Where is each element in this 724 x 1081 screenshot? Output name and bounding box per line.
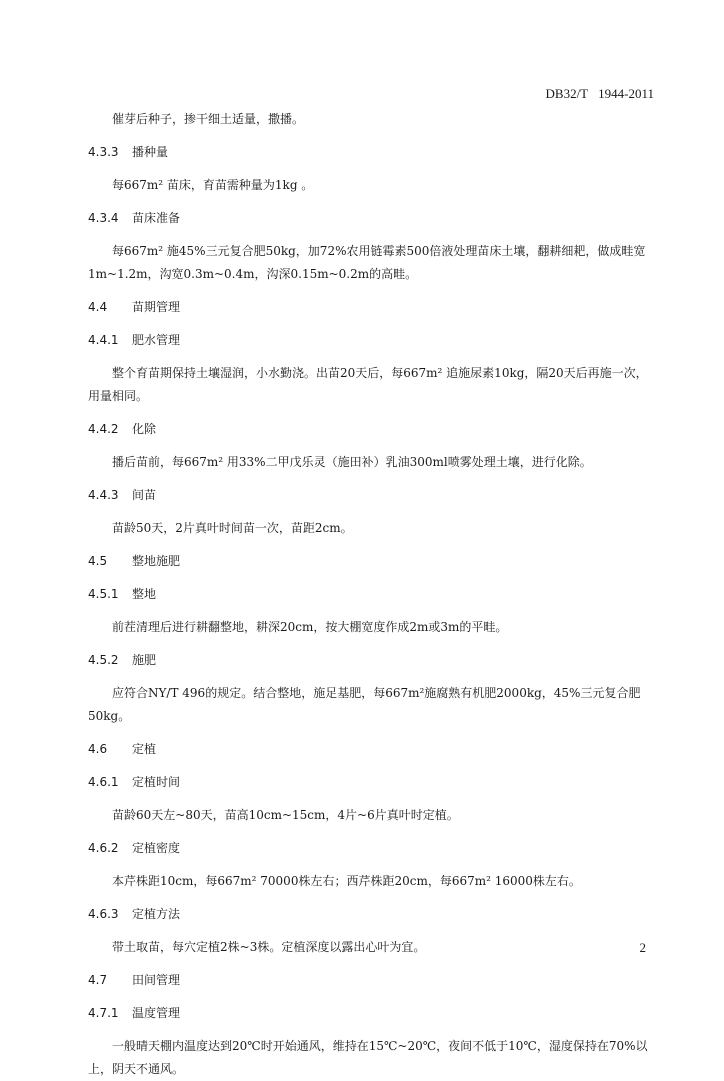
section-number: 4.7 xyxy=(88,973,108,987)
section-title: 整地施肥 xyxy=(132,554,181,568)
section-number: 4.6.2 xyxy=(88,841,119,855)
body-paragraph: 苗龄50天，2片真叶时间苗一次，苗距2cm。 xyxy=(112,521,353,535)
section-heading xyxy=(88,418,656,441)
section-number: 4.4.3 xyxy=(88,488,119,502)
section-title: 苗期管理 xyxy=(132,300,181,314)
section-number: 4.3.3 xyxy=(88,145,119,159)
section-number: 4.4 xyxy=(88,300,108,314)
page-number: 2 xyxy=(639,940,646,955)
section-number: 4.5.1 xyxy=(88,587,119,601)
section-title: 苗床准备 xyxy=(132,211,181,225)
section-title: 肥水管理 xyxy=(132,333,181,347)
body-paragraph: 苗龄60天左~80天，苗高10cm~15cm，4片~6片真叶时定植。 xyxy=(112,808,459,822)
section-heading xyxy=(88,141,656,164)
section-title: 间苗 xyxy=(132,488,157,502)
section-heading xyxy=(88,649,656,672)
body-paragraph: 一般晴天棚内温度达到20℃时开始通风，维持在15℃~20℃，夜间不低于10℃，湿度保持在70%以上，阴天不通风。 xyxy=(88,1039,648,1076)
standard-code: DB32/T xyxy=(545,86,589,101)
section-title: 定植密度 xyxy=(132,841,181,855)
section-heading xyxy=(88,550,656,573)
standard-number: 1944-2011 xyxy=(598,86,654,101)
section-title: 整地 xyxy=(132,587,157,601)
section-title: 定植 xyxy=(132,742,157,756)
section-title: 施肥 xyxy=(132,653,157,667)
section-number: 4.6 xyxy=(88,742,108,756)
page-header xyxy=(546,86,654,102)
section-heading xyxy=(88,1002,656,1025)
section-heading xyxy=(88,771,656,794)
section-title: 播种量 xyxy=(132,145,169,159)
section-number: 4.5 xyxy=(88,554,108,568)
body-paragraph: 本芹株距10cm，每667m² 70000株左右；西芹株距20cm，每667m² 16000株左右。 xyxy=(112,874,581,888)
section-heading xyxy=(88,207,656,230)
section-heading xyxy=(88,583,656,606)
section-title: 定植方法 xyxy=(132,907,181,921)
section-title: 定植时间 xyxy=(132,775,181,789)
section-heading xyxy=(88,329,656,352)
body-paragraph: 应符合NY/T 496的规定。结合整地，施足基肥，每667m²施腐熟有机肥2000kg，45%三元复合肥50kg。 xyxy=(88,686,641,723)
section-title: 温度管理 xyxy=(132,1006,181,1020)
body-paragraph: 整个育苗期保持土壤湿润，小水勤浇。出苗20天后，每667m² 追施尿素10kg，隔20天后再施一次，用量相同。 xyxy=(88,366,648,403)
section-number: 4.6.3 xyxy=(88,907,119,921)
section-title: 田间管理 xyxy=(132,973,181,987)
section-heading xyxy=(88,296,656,319)
section-heading xyxy=(88,837,656,860)
document-body xyxy=(88,108,656,1081)
body-paragraph: 前茬清理后进行耕翻整地，耕深20cm，按大棚宽度作成2m或3m的平畦。 xyxy=(112,620,508,634)
body-paragraph: 每667m² 施45%三元复合肥50kg，加72%农用链霉素500倍液处理苗床土壤，翻耕细耙，做成畦宽1m~1.2m，沟宽0.3m~0.4m，沟深0.15m~0.2m的高畦。 xyxy=(88,244,646,281)
section-heading xyxy=(88,738,656,761)
section-heading xyxy=(88,484,656,507)
body-paragraph: 每667m² 苗床，育苗需种量为1kg 。 xyxy=(112,178,314,192)
section-number: 4.5.2 xyxy=(88,653,119,667)
body-paragraph: 播后苗前，每667m² 用33%二甲戊乐灵（施田补）乳油300ml喷雾处理土壤，进行化除。 xyxy=(112,455,592,469)
body-paragraph: 催芽后种子，掺干细土适量，撒播。 xyxy=(112,112,305,126)
section-number: 4.3.4 xyxy=(88,211,119,225)
section-title: 化除 xyxy=(132,422,157,436)
section-heading xyxy=(88,903,656,926)
section-number: 4.6.1 xyxy=(88,775,119,789)
section-heading xyxy=(88,969,656,992)
section-number: 4.4.2 xyxy=(88,422,119,436)
section-number: 4.7.1 xyxy=(88,1006,119,1020)
section-number: 4.4.1 xyxy=(88,333,119,347)
body-paragraph: 带土取苗，每穴定植2株~3株。定植深度以露出心叶为宜。 xyxy=(112,940,426,954)
